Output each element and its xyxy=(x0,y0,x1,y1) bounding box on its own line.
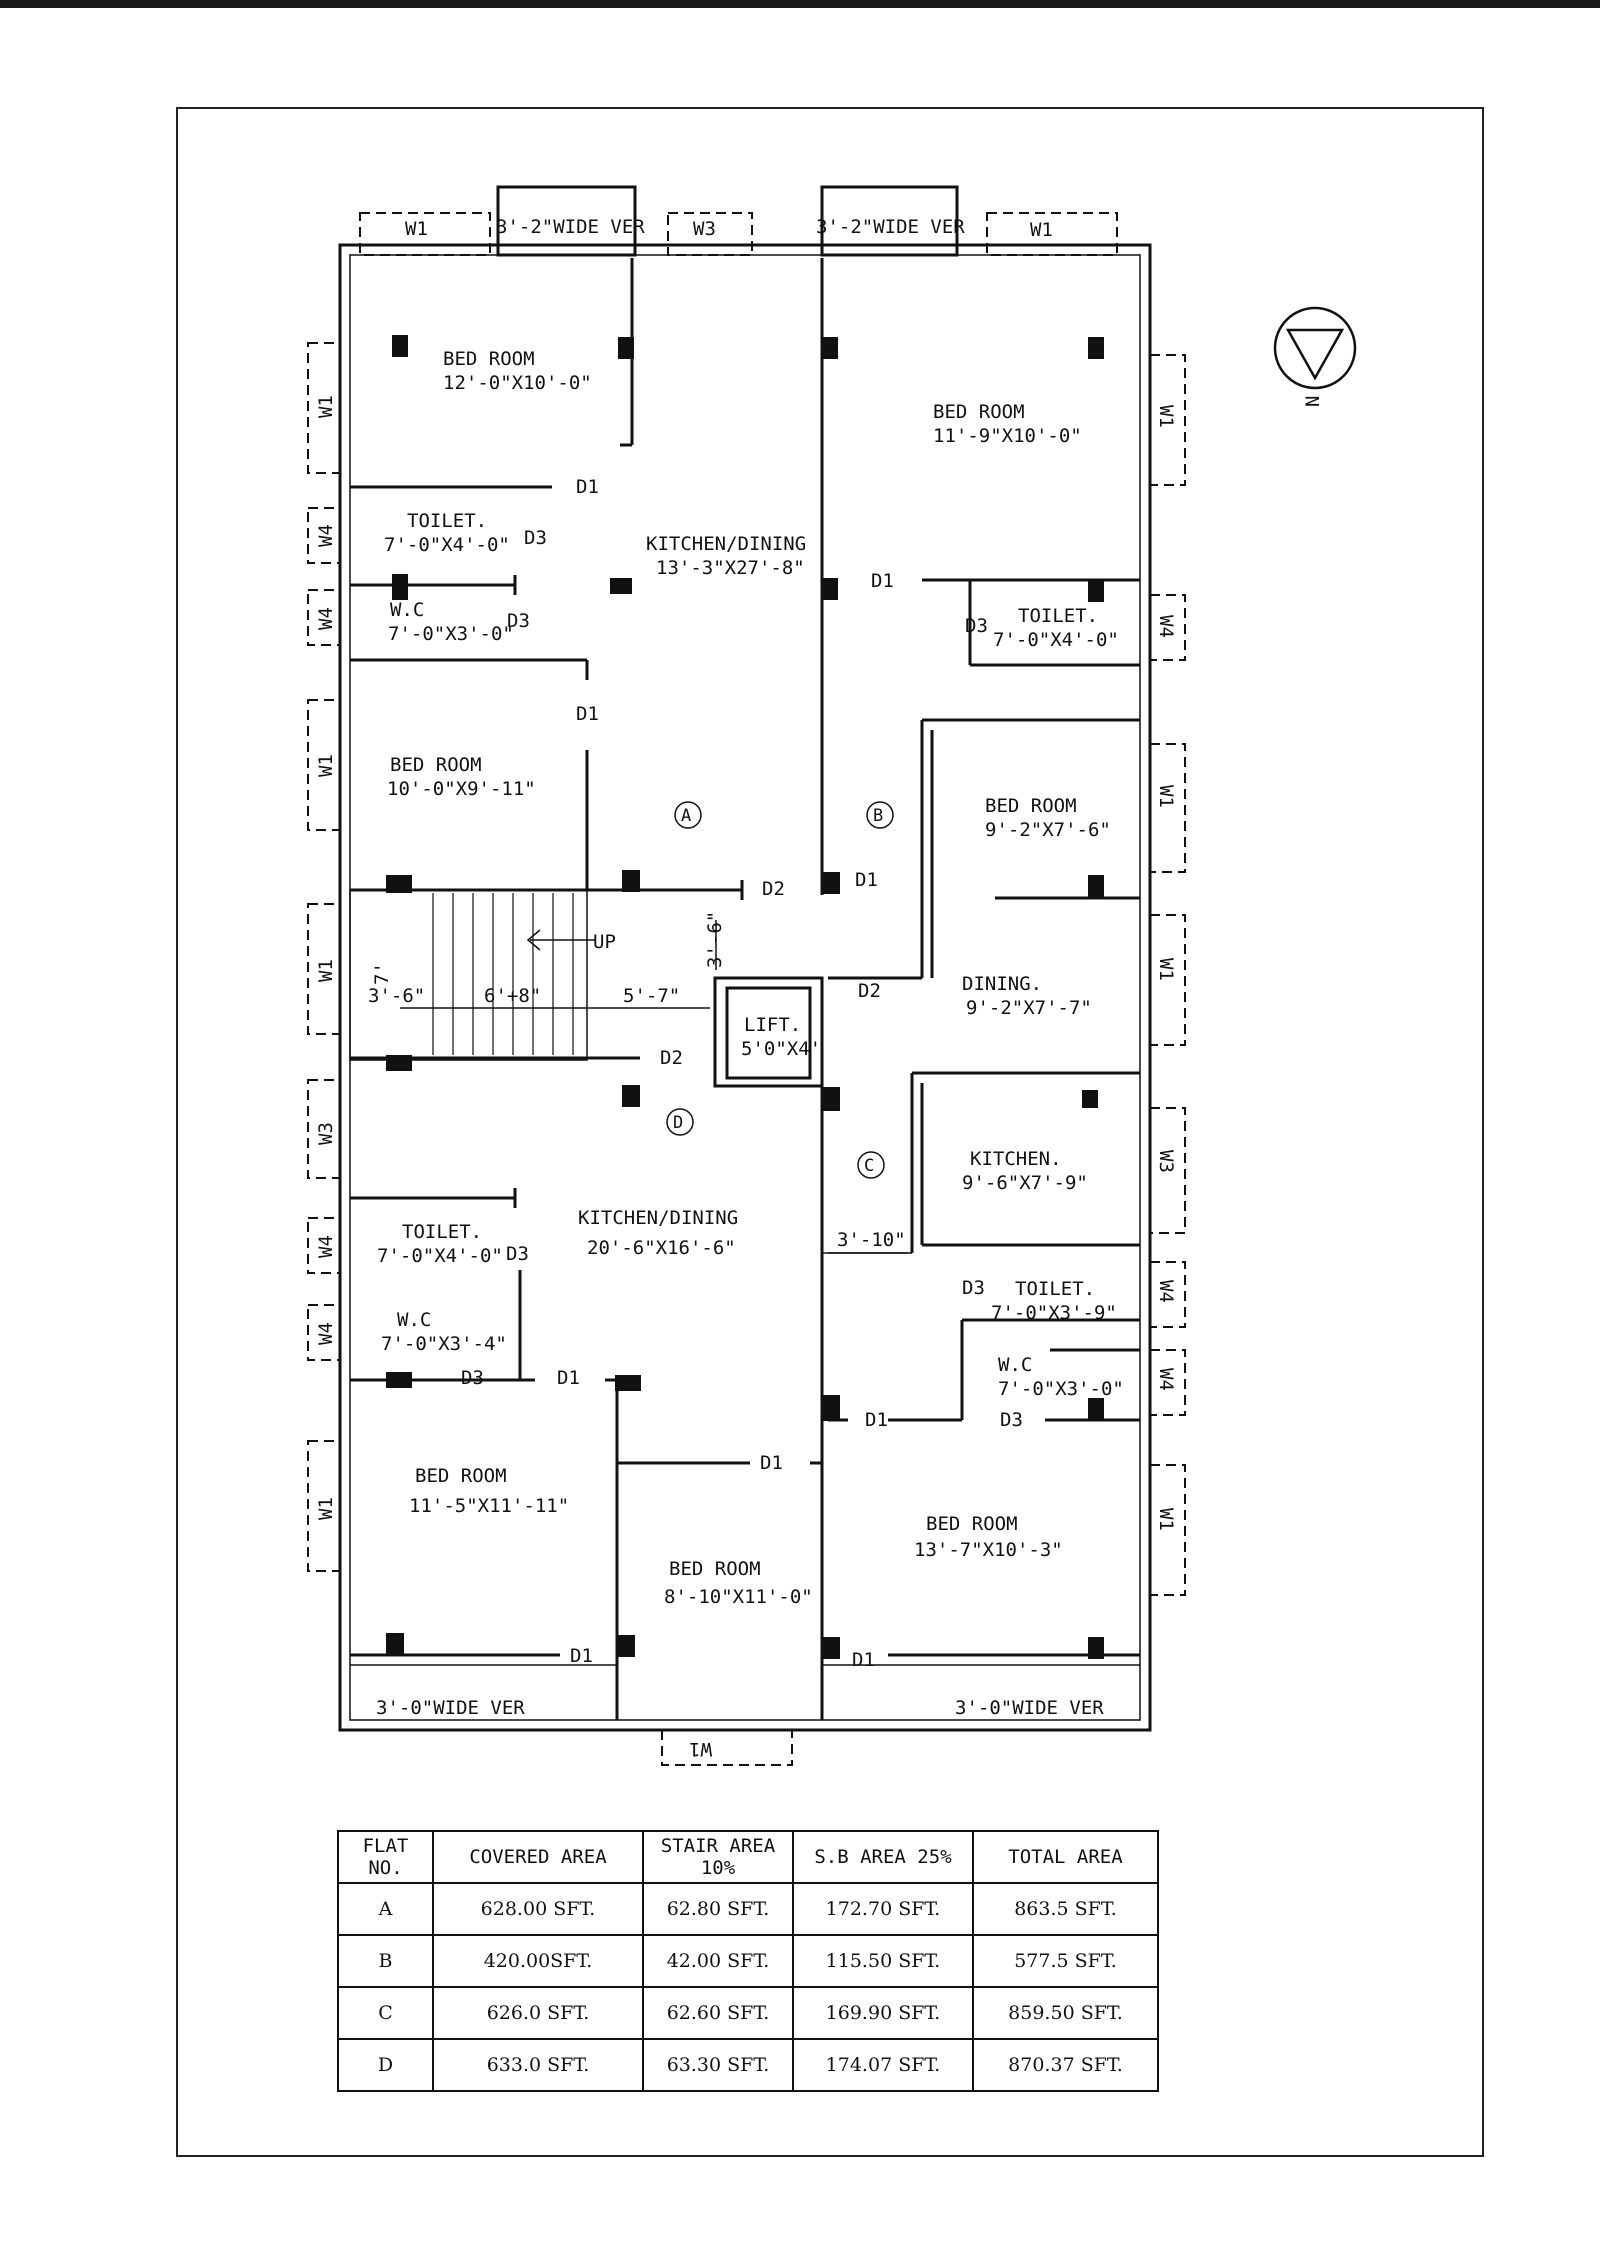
table-row xyxy=(338,1987,1158,2039)
room-name: TOILET. xyxy=(1015,1278,1096,1300)
room-size: 9'-2"X7'-6" xyxy=(985,819,1111,841)
verandah-label: 3'-2"WIDE VER xyxy=(496,216,645,238)
window-outline xyxy=(1150,744,1185,872)
stair-up-label: UP xyxy=(593,931,616,953)
window-label: W1 xyxy=(1155,958,1177,981)
table-cell: 42.00 SFT. xyxy=(643,1935,793,1987)
door-label: D2 xyxy=(858,980,881,1002)
window-label: W1 xyxy=(315,959,337,982)
table-cell: C xyxy=(338,1987,433,2039)
door-label: D2 xyxy=(660,1047,683,1069)
table-cell: B xyxy=(338,1935,433,1987)
lift-name: LIFT. xyxy=(744,1014,802,1036)
north-label: N xyxy=(1302,395,1324,407)
door-label: D2 xyxy=(762,878,785,900)
flat-marker-b: B xyxy=(873,806,884,826)
window-outline xyxy=(662,1730,792,1765)
room-size: 7'-0"X4'-0" xyxy=(384,534,510,556)
door-label: D1 xyxy=(576,703,599,725)
dimension-label: 3'-10" xyxy=(837,1229,906,1251)
window-label: W4 xyxy=(1155,1368,1177,1391)
window-label: W1 xyxy=(315,395,337,418)
room-name: KITCHEN. xyxy=(970,1148,1062,1170)
table-cell: A xyxy=(338,1883,433,1935)
door-label: D1 xyxy=(865,1409,888,1431)
door-label: D1 xyxy=(852,1649,875,1671)
door-label: D1 xyxy=(871,570,894,592)
room-name: DINING. xyxy=(962,973,1043,995)
stair-dimension: 3'-6" xyxy=(368,985,426,1007)
verandah-label: 3'-0"WIDE VER xyxy=(376,1697,525,1719)
room-size: 7'-0"X4'-0" xyxy=(993,629,1119,651)
verandah-label: 3'-0"WIDE VER xyxy=(955,1697,1104,1719)
door-label: D3 xyxy=(506,1243,529,1265)
room-size: 13'-3"X27'-8" xyxy=(656,557,805,579)
window-label: W4 xyxy=(315,607,337,630)
room-name: KITCHEN/DINING xyxy=(646,533,807,555)
table-header-row xyxy=(338,1831,1158,1883)
table-cell: 62.80 SFT. xyxy=(643,1883,793,1935)
door-label: D1 xyxy=(557,1367,580,1389)
flat-marker-c: C xyxy=(864,1156,875,1176)
window-label: W1 xyxy=(1155,1508,1177,1531)
window-label: W1 xyxy=(1155,405,1177,428)
room-name: BED ROOM xyxy=(926,1513,1018,1535)
table-cell: 863.5 SFT. xyxy=(973,1883,1158,1935)
room-size: 7'-0"X3'-0" xyxy=(388,623,514,645)
door-label: D3 xyxy=(965,615,988,637)
window-label: W1 xyxy=(315,754,337,777)
door-label: D3 xyxy=(507,610,530,632)
column-header: TOTAL AREA xyxy=(973,1831,1158,1883)
table-cell: 626.0 SFT. xyxy=(433,1987,643,2039)
room-name: W.C xyxy=(998,1354,1033,1376)
room-size: 7'-0"X3'-4" xyxy=(381,1333,507,1355)
stair-dimension: 7' xyxy=(371,962,393,985)
room-size: 9'-2"X7'-7" xyxy=(966,997,1092,1019)
window-label: W1 xyxy=(1030,219,1053,241)
room-name: TOILET. xyxy=(407,510,488,532)
room-size: 9'-6"X7'-9" xyxy=(962,1172,1088,1194)
column-header: COVERED AREA xyxy=(433,1831,643,1883)
window-label: W4 xyxy=(1155,615,1177,638)
room-name: BED ROOM xyxy=(443,348,535,370)
door-label: D1 xyxy=(855,869,878,891)
window-label: W1 xyxy=(689,1738,712,1760)
stair-dimension: 3'-6" xyxy=(704,910,726,968)
table-cell: 174.07 SFT. xyxy=(793,2039,973,2091)
table-cell: 870.37 SFT. xyxy=(973,2039,1158,2091)
flat-marker-a: A xyxy=(681,806,692,826)
table-cell: 172.70 SFT. xyxy=(793,1883,973,1935)
room-size: 10'-0"X9'-11" xyxy=(387,778,536,800)
door-label: D1 xyxy=(570,1645,593,1667)
window-label: W1 xyxy=(405,218,428,240)
room-name: TOILET. xyxy=(1018,605,1099,627)
room-size: 11'-9"X10'-0" xyxy=(933,425,1082,447)
window-label: W4 xyxy=(315,1322,337,1345)
table-row xyxy=(338,1883,1158,1935)
door-label: D3 xyxy=(524,527,547,549)
table-row xyxy=(338,2039,1158,2091)
lift-size: 5'0"X4' xyxy=(741,1038,822,1060)
flat-marker-d: D xyxy=(673,1113,684,1133)
window-label: W1 xyxy=(315,1497,337,1520)
window-label: W4 xyxy=(1155,1280,1177,1303)
table-cell: 63.30 SFT. xyxy=(643,2039,793,2091)
room-name: W.C xyxy=(390,599,425,621)
table-cell: 169.90 SFT. xyxy=(793,1987,973,2039)
door-label: D3 xyxy=(1000,1409,1023,1431)
table-cell: 62.60 SFT. xyxy=(643,1987,793,2039)
room-size: 7'-0"X3'-0" xyxy=(998,1378,1124,1400)
table-row xyxy=(338,1935,1158,1987)
room-name: BED ROOM xyxy=(985,795,1077,817)
column-header: STAIR AREA 10% xyxy=(643,1831,793,1883)
window-label: W4 xyxy=(315,524,337,547)
room-name: BED ROOM xyxy=(933,401,1025,423)
room-name: BED ROOM xyxy=(669,1558,761,1580)
window-label: W1 xyxy=(1155,785,1177,808)
stair-dimension: 6'+8" xyxy=(484,985,542,1007)
door-label: D1 xyxy=(760,1452,783,1474)
door-label: D3 xyxy=(962,1277,985,1299)
column-header: S.B AREA 25% xyxy=(793,1831,973,1883)
window-label: W3 xyxy=(1155,1150,1177,1173)
room-size: 8'-10"X11'-0" xyxy=(664,1586,813,1608)
room-size: 13'-7"X10'-3" xyxy=(914,1539,1063,1561)
north-arrow-icon xyxy=(1275,308,1355,388)
room-name: TOILET. xyxy=(402,1221,483,1243)
table-cell: 115.50 SFT. xyxy=(793,1935,973,1987)
stair-dimension: 5'-7" xyxy=(623,985,681,1007)
area-table xyxy=(337,1830,1159,2092)
room-size: 7'-0"X3'-9" xyxy=(991,1302,1117,1324)
room-name: BED ROOM xyxy=(415,1465,507,1487)
room-name: W.C xyxy=(397,1309,432,1331)
door-label: D3 xyxy=(461,1367,484,1389)
door-label: D1 xyxy=(576,476,599,498)
room-size: 20'-6"X16'-6" xyxy=(587,1237,736,1259)
table-cell: 577.5 SFT. xyxy=(973,1935,1158,1987)
table-cell: 420.00SFT. xyxy=(433,1935,643,1987)
verandah-label: 3'-2"WIDE VER xyxy=(816,216,965,238)
table-cell: 633.0 SFT. xyxy=(433,2039,643,2091)
room-name: KITCHEN/DINING xyxy=(578,1207,739,1229)
table-cell: D xyxy=(338,2039,433,2091)
room-size: 12'-0"X10'-0" xyxy=(443,372,592,394)
room-size: 11'-5"X11'-11" xyxy=(409,1495,570,1517)
table-cell: 859.50 SFT. xyxy=(973,1987,1158,2039)
room-name: BED ROOM xyxy=(390,754,482,776)
window-label: W4 xyxy=(315,1235,337,1258)
column-header: FLAT NO. xyxy=(338,1831,433,1883)
table-cell: 628.00 SFT. xyxy=(433,1883,643,1935)
window-label: W3 xyxy=(693,218,716,240)
room-size: 7'-0"X4'-0" xyxy=(377,1245,503,1267)
window-label: W3 xyxy=(315,1122,337,1145)
